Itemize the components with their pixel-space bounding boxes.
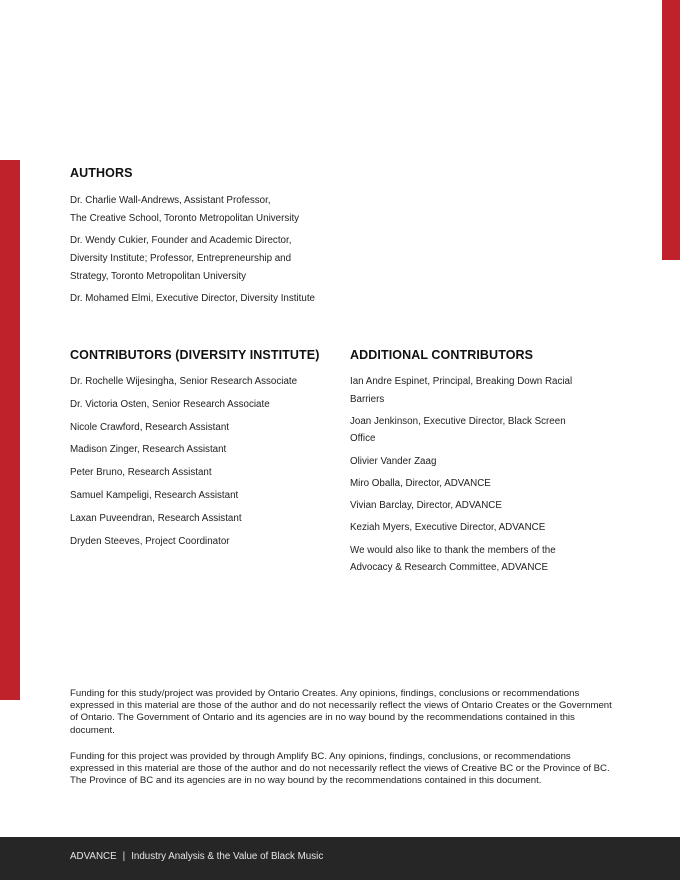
- author-entry: [70, 232, 350, 286]
- footer-text: [70, 851, 323, 863]
- contributor-line: Olivier Vander Zaag: [350, 455, 437, 467]
- additional-contributor-entry: [350, 542, 600, 577]
- additional-contributors-section: [350, 348, 600, 582]
- footer-separator: |: [122, 851, 126, 862]
- additional-contributors-heading: ADDITIONAL CONTRIBUTORS: [350, 348, 534, 362]
- contributor-line: Office: [350, 433, 376, 445]
- contributors-section: [70, 348, 330, 555]
- additional-contributor-entry: [350, 519, 600, 537]
- contributor-entry: Peter Bruno, Research Assistant: [70, 467, 212, 479]
- additional-contributor-entry: [350, 413, 600, 448]
- author-entry: [70, 290, 350, 308]
- author-entry: [70, 192, 350, 228]
- contributor-line: Miro Oballa, Director, ADVANCE: [350, 477, 491, 489]
- authors-heading: AUTHORS: [70, 166, 133, 180]
- author-line: Dr. Charlie Wall-Andrews, Assistant Professor,: [70, 195, 271, 206]
- contributor-line: Joan Jenkinson, Executive Director, Black Screen: [350, 415, 566, 427]
- author-line: The Creative School, Toronto Metropolitan University: [70, 213, 300, 224]
- contributor-line: Advocacy & Research Committee, ADVANCE: [350, 562, 549, 574]
- funding-disclaimer-section: [70, 688, 615, 801]
- contributor-line: We would also like to thank the members of the: [350, 544, 556, 556]
- contributor-entry: Laxan Puveendran, Research Assistant: [70, 512, 242, 524]
- author-line: Diversity Institute; Professor, Entrepreneurship and: [70, 253, 292, 264]
- contributor-entry: Dr. Victoria Osten, Senior Research Associate: [70, 398, 270, 410]
- funding-disclaimer-ontario: Funding for this study/project was provided by Ontario Creates. Any opinions, findings, conclusions or recommendations expressed in this material are those of the author and do not necessarily reflect the views of Ontario Creates or the Government of Ontario. The Government of Ontario and its agencies are in no way bound by the recommendations contained in this document.: [70, 688, 612, 736]
- page-footer: [0, 837, 680, 880]
- contributor-entry: Dr. Rochelle Wijesingha, Senior Research Associate: [70, 376, 298, 387]
- left-accent-bar: [0, 160, 20, 700]
- author-line: Dr. Mohamed Elmi, Executive Director, Diversity Institute: [70, 293, 315, 304]
- contributor-line: Barriers: [350, 393, 385, 405]
- additional-contributor-entry: [350, 453, 600, 471]
- contributor-line: Ian Andre Espinet, Principal, Breaking Down Racial: [350, 376, 573, 387]
- additional-contributor-entry: [350, 475, 600, 493]
- footer-org: ADVANCE: [70, 851, 117, 862]
- contributor-entry: Samuel Kampeligi, Research Assistant: [70, 489, 239, 501]
- footer-title: Industry Analysis & the Value of Black Music: [131, 851, 324, 862]
- contributor-line: Vivian Barclay, Director, ADVANCE: [350, 500, 502, 512]
- author-line: Strategy, Toronto Metropolitan University: [70, 271, 247, 282]
- authors-section: [70, 166, 350, 312]
- contributors-heading: CONTRIBUTORS (DIVERSITY INSTITUTE): [70, 348, 320, 362]
- contributor-entry: Dryden Steeves, Project Coordinator: [70, 535, 230, 547]
- funding-disclaimer-bc: Funding for this project was provided by through Amplify BC. Any opinions, findings, conclusions, or recommendations expressed in this material are those of the author and do not necessarily reflect the views of Creative BC or the Province of BC. The Province of BC and its agencies are in no way bound by the recommendations contained in this document.: [70, 750, 610, 787]
- contributor-entry: Madison Zinger, Research Assistant: [70, 444, 227, 456]
- additional-contributor-entry: [350, 373, 600, 408]
- additional-contributor-entry: [350, 497, 600, 515]
- right-accent-bar: [662, 0, 680, 260]
- contributor-line: Keziah Myers, Executive Director, ADVANCE: [350, 522, 546, 534]
- author-line: Dr. Wendy Cukier, Founder and Academic Director,: [70, 235, 292, 246]
- contributor-entry: Nicole Crawford, Research Assistant: [70, 421, 229, 433]
